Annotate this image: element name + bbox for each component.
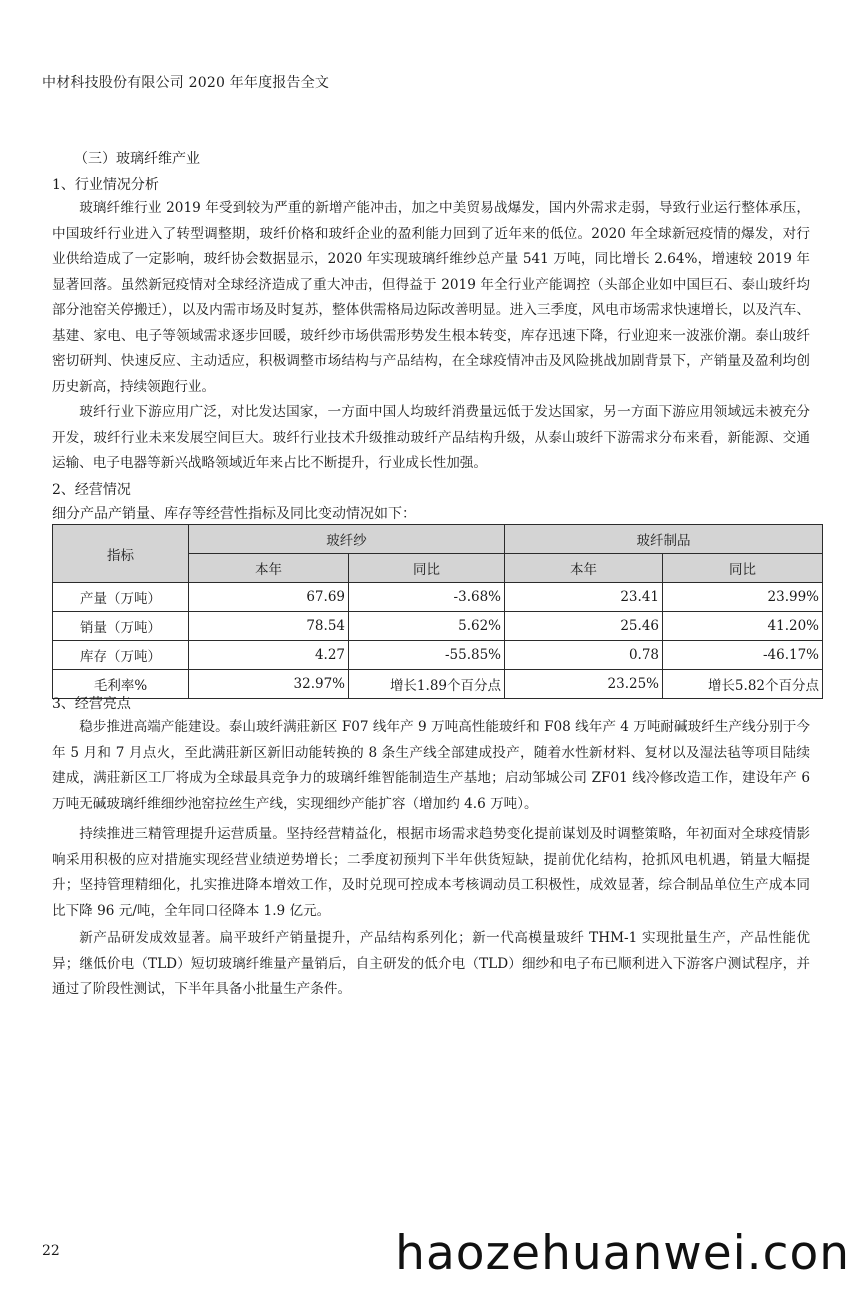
watermark: haozehuanwei.con xyxy=(395,1226,850,1281)
yarn-yoy-cell: -55.85% xyxy=(349,641,505,670)
subsection-title-highlights: 3、经营亮点 xyxy=(52,696,131,712)
yarn-this-year-cell: 32.97% xyxy=(189,670,349,699)
yarn-this-year-cell: 67.69 xyxy=(189,583,349,612)
yarn-yoy-cell: 5.62% xyxy=(349,612,505,641)
products-yoy-cell: 23.99% xyxy=(663,583,823,612)
header-yarn-this-year: 本年 xyxy=(189,554,349,583)
subsection-title-industry: 1、行业情况分析 xyxy=(52,177,159,193)
capacity-paragraph: 稳步推进高端产能建设。泰山玻纤满莊新区 F07 线年产 9 万吨高性能玻纤和 F08 线年产 4 万吨耐碱玻纤生产线分别于今年 5 月和 7 月点火，至此满莊新区新旧动能转换的 8 条生产线全部建成投产，随着水性新材料、复材以及湿法毡等项目陆续建成，满莊新区工厂将成为全球最具竞争力的玻璃纤维智能制造生产基地；启动邹城公司 ZF01 线冷修改造工作，建设年产 6 万吨无碱玻璃纤维细纱池窑拉丝生产线，实现细纱产能扩容（增加约 4.6 万吨）。 xyxy=(52,719,810,812)
page-number: 22 xyxy=(42,1243,60,1259)
table-row xyxy=(53,641,823,670)
operations-table xyxy=(52,524,823,699)
products-yoy-cell: -46.17% xyxy=(663,641,823,670)
table-row xyxy=(53,670,823,699)
header-yarn: 玻纤纱 xyxy=(189,525,505,554)
header-products: 玻纤制品 xyxy=(505,525,823,554)
row-label: 库存（万吨） xyxy=(53,641,189,670)
products-yoy-cell: 增长5.82个百分点 xyxy=(663,670,823,699)
management-paragraph: 持续推进三精管理提升运营质量。坚持经营精益化，根据市场需求趋势变化提前谋划及时调整策略，年初面对全球疫情影响采用积极的应对措施实现经营业绩逆势增长；二季度初预判下半年供货短缺，提前优化结构，抢抓风电机遇，销量大幅提升；坚持管理精细化，扎实推进降本增效工作，及时兑现可控成本考核调动员工积极性，成效显著，综合制品单位生产成本同比下降 96 元/吨，全年同口径降本 1.9 亿元。 xyxy=(52,826,810,919)
products-this-year-cell: 23.41 xyxy=(505,583,663,612)
header-yarn-yoy: 同比 xyxy=(349,554,505,583)
report-header: 中材科技股份有限公司 2020 年年度报告全文 xyxy=(42,75,330,91)
products-this-year-cell: 0.78 xyxy=(505,641,663,670)
downstream-paragraph: 玻纤行业下游应用广泛，对比发达国家，一方面中国人均玻纤消费量远低于发达国家，另一方面下游应用领域远未被充分开发，玻纤行业未来发展空间巨大。玻纤行业技术升级推动玻纤产品结构升级，从泰山玻纤下游需求分布来看，新能源、交通运输、电子电器等新兴战略领域近年来占比不断提升，行业成长性加强。 xyxy=(52,404,810,471)
header-products-this-year: 本年 xyxy=(505,554,663,583)
table-intro: 细分产品产销量、库存等经营性指标及同比变动情况如下： xyxy=(52,506,416,522)
row-label: 产量（万吨） xyxy=(53,583,189,612)
section-title: （三）玻璃纤维产业 xyxy=(74,151,200,167)
yarn-yoy-cell: 增长1.89个百分点 xyxy=(349,670,505,699)
table-row xyxy=(53,612,823,641)
row-label: 毛利率% xyxy=(53,670,189,699)
row-label: 销量（万吨） xyxy=(53,612,189,641)
products-yoy-cell: 41.20% xyxy=(663,612,823,641)
rnd-paragraph: 新产品研发成效显著。扁平玻纤产销量提升，产品结构系列化；新一代高模量玻纤 THM-1 实现批量生产，产品性能优异；继低价电（TLD）短切玻璃纤维量产量销后，自主研发的低介电（TLD）细纱和电子布已顺利进入下游客户测试程序，并通过了阶段性测试，下半年具备小批量生产条件。 xyxy=(52,930,810,997)
table-row xyxy=(53,583,823,612)
products-this-year-cell: 25.46 xyxy=(505,612,663,641)
header-products-yoy: 同比 xyxy=(663,554,823,583)
yarn-yoy-cell: -3.68% xyxy=(349,583,505,612)
industry-analysis-paragraph: 玻璃纤维行业 2019 年受到较为严重的新增产能冲击，加之中美贸易战爆发，国内外需求走弱，导致行业运行整体承压，中国玻纤行业进入了转型调整期，玻纤价格和玻纤企业的盈利能力回到了近年来的低位。2020 年全球新冠疫情的爆发，对行业供给造成了一定影响，玻纤协会数据显示，2020 年实现玻璃纤维纱总产量 541 万吨，同比增长 2.64%，增速较 2019 年显著回落。虽然新冠疫情对全球经济造成了重大冲击，但得益于 2019 年全行业产能调控（头部企业如中国巨石、泰山玻纤均部分池窑关停搬迁），以及内需市场及时复苏，整体供需格局边际改善明显。进入三季度，风电市场需求快速增长，以及汽车、基建、家电、电子等领域需求逐步回暖，玻纤纱市场供需形势发生根本转变，库存迅速下降，行业迎来一波涨价潮。泰山玻纤密切研判、快速反应、主动适应，积极调整市场结构与产品结构，在全球疫情冲击及风险挑战加剧背景下，产销量及盈利均创历史新高，持续领跑行业。 xyxy=(52,200,810,395)
products-this-year-cell: 23.25% xyxy=(505,670,663,699)
header-indicator: 指标 xyxy=(53,525,189,583)
subsection-title-operations: 2、经营情况 xyxy=(52,482,131,498)
yarn-this-year-cell: 4.27 xyxy=(189,641,349,670)
yarn-this-year-cell: 78.54 xyxy=(189,612,349,641)
